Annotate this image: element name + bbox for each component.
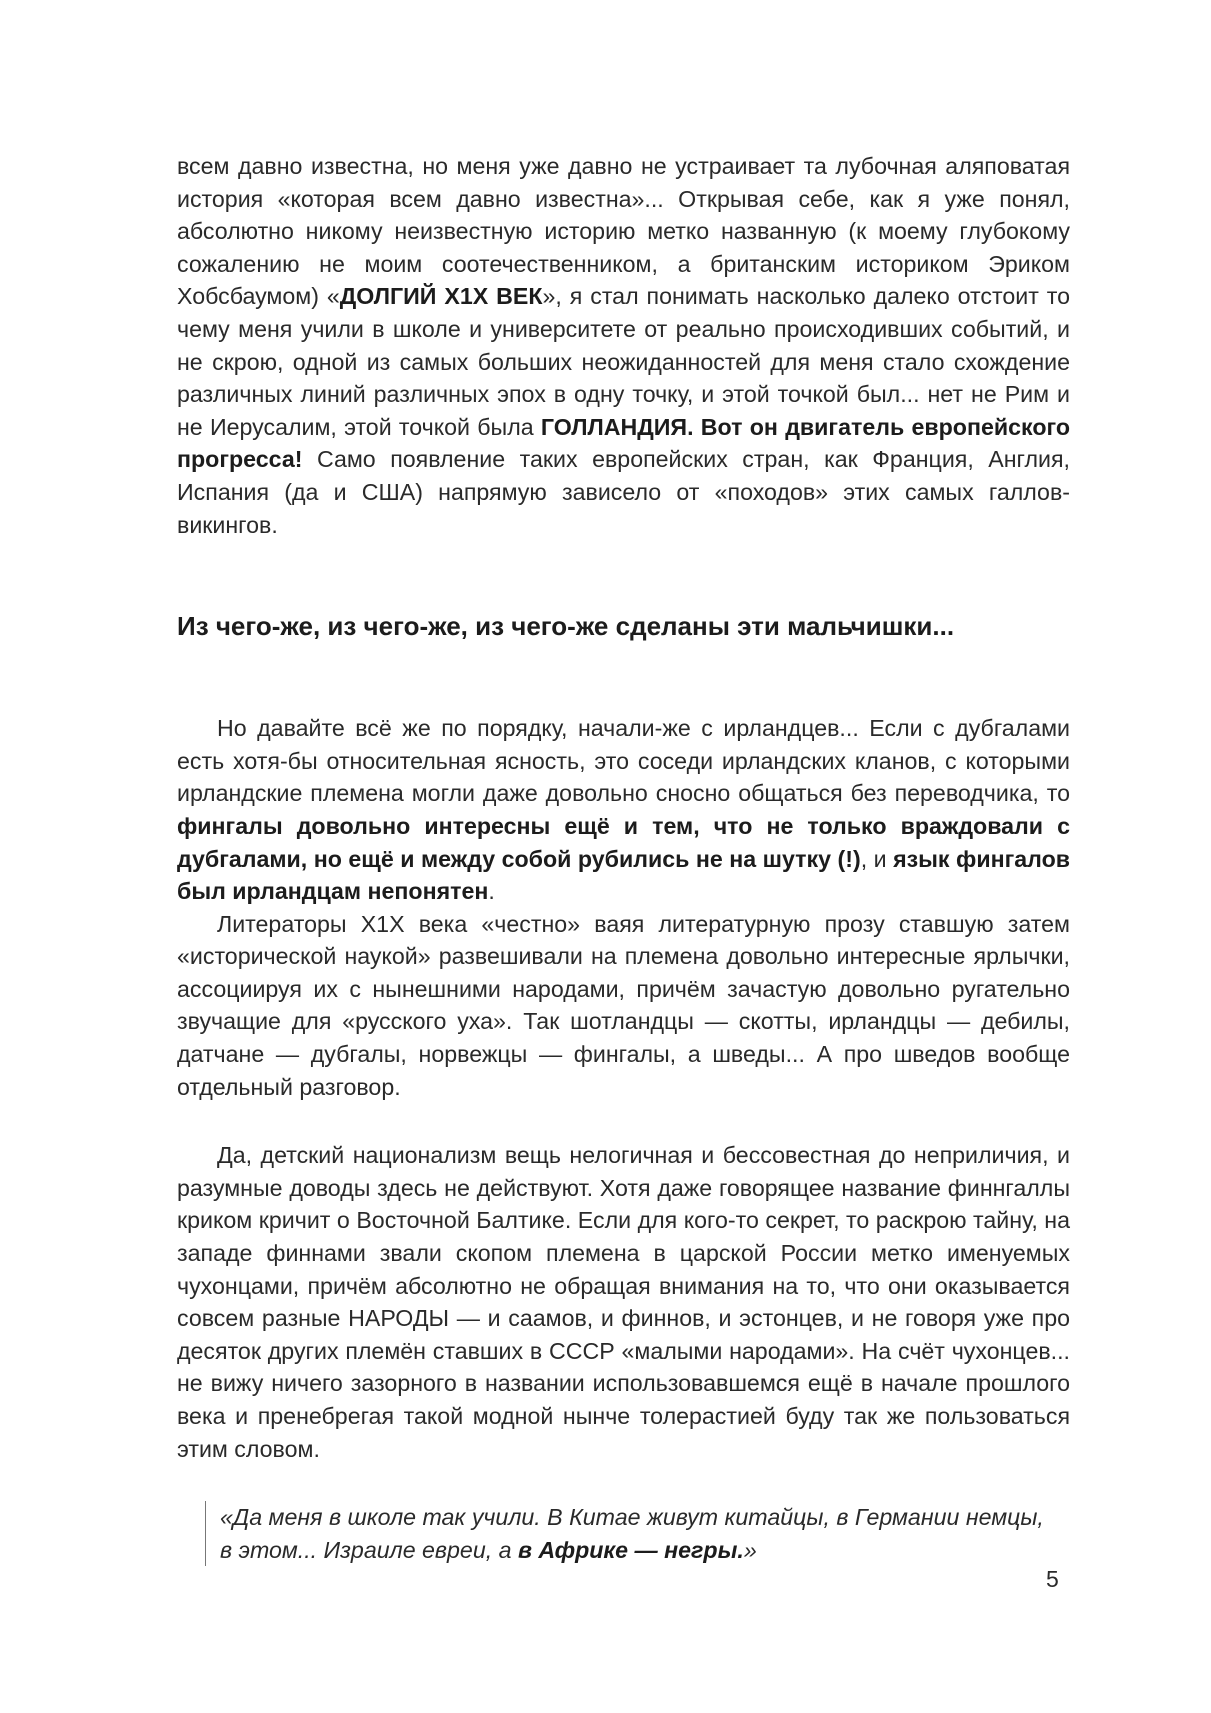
paragraph-2-text-b: , и [860,845,894,872]
paragraph-2-text-a: Но давайте всё же по порядку, начали-же с ирландцев... Если с дубгалами есть хотя-бы относительная ясность, это соседи ирландских кланов, с которыми ирландские племена могли даже довольно сносно общаться без переводчика, то [177,715,1070,807]
quote-line-2-bold: в Африке — негры. [517,1536,744,1563]
quote-line-2-text: в этом... Израиле евреи, а [220,1536,518,1563]
paragraph-1-bold-statement: ГОЛЛАНДИЯ. Вот он двигатель европейского прогресса! [177,413,1070,473]
paragraph-1-text-a: всем давно известна, но меня уже давно не устраивает та лубочная аляповатая история «которая всем давно известна»... Открывая себе, как я уже понял, абсолютно никому неизвестную историю метко названную (к моему глубокому сожалению не моим соотечественником, а британским историком Эриком Хобсбаумом) « [177,153,1070,310]
paragraph-2 [177,712,1070,908]
section-heading: Из чего-же, из чего-же, из чего-же сделаны эти мальчишки... [177,611,955,642]
paragraph-gap [177,1103,1070,1139]
paragraph-2-text-c: . [488,878,495,905]
quote-line-1: «Да меня в школе так учили. В Китае живут китайцы, в Германии немцы, [220,1504,1044,1531]
paragraph-4: Да, детский национализм вещь нелогичная и бессовестная до неприличия, и разумные доводы здесь не действуют. Хотя даже говорящее название финнгаллы криком кричит о Восточной Балтике. Если для кого-то секрет, то раскрою тайну, на западе финнами звали скопом племена в царской России метко именуемых чухонцами, причём абсолютно не обращая внимания на то, что они оказывается совсем разные НАРОДЫ — и саамов, и финнов, и эстонцев, и не говоря уже про десяток других племён ставших в СССР «малыми народами». На счёт чухонцев... не вижу ничего зазорного в названии использовавшемся ещё в начале прошлого века и пренебрегая такой модной нынче толерастией буду так же пользоваться этим словом. [177,1142,1070,1462]
paragraph-2-bold-b: язык фингалов был ирландцам непонятен [177,845,1070,905]
paragraph-1-bold-term: ДОЛГИЙ Х1Х ВЕК [339,283,543,310]
paragraph-3: Литераторы Х1Х века «честно» ваяя литературную прозу ставшую затем «исторической наукой» развешивали на племена довольно интересные ярлычки, ассоциируя их с нынешними народами, причём зачастую довольно ругательно звучащие для «русского уха». Так шотландцы — скотты, ирландцы — дебилы, датчане — дубгалы, норвежцы — фингалы, а шведы... А про шведов вообще отдельный разговор. [177,910,1070,1100]
paragraph-1-text-c: Само появление таких европейских стран, как Франция, Англия, Испания (да и США) напрямую зависело от «походов» этих самых галлов-викингов. [177,446,1070,538]
page-body [177,150,1070,1566]
quote-line-2-end: » [743,1536,757,1563]
paragraph-1 [177,150,1070,541]
paragraph-2-bold-a: фингалы довольно интересны ещё и тем, что не только враждовали с дубгалами, но ещё и между собой рубились не на шутку (!) [177,812,1070,872]
page-number: 5 [1046,1566,1059,1592]
quote-line-2 [220,1534,1070,1567]
paragraph-1-text-b: », я стал понимать насколько далеко отстоит то чему меня учили в школе и университете от реально происходивших событий, и не скрою, одной из самых больших неожиданностей для меня стало схождение различных линий различных эпох в одну точку, и этой точкой был... нет не Рим и не Иерусалим, этой точкой была [177,283,1070,440]
block-quote [205,1501,1070,1566]
